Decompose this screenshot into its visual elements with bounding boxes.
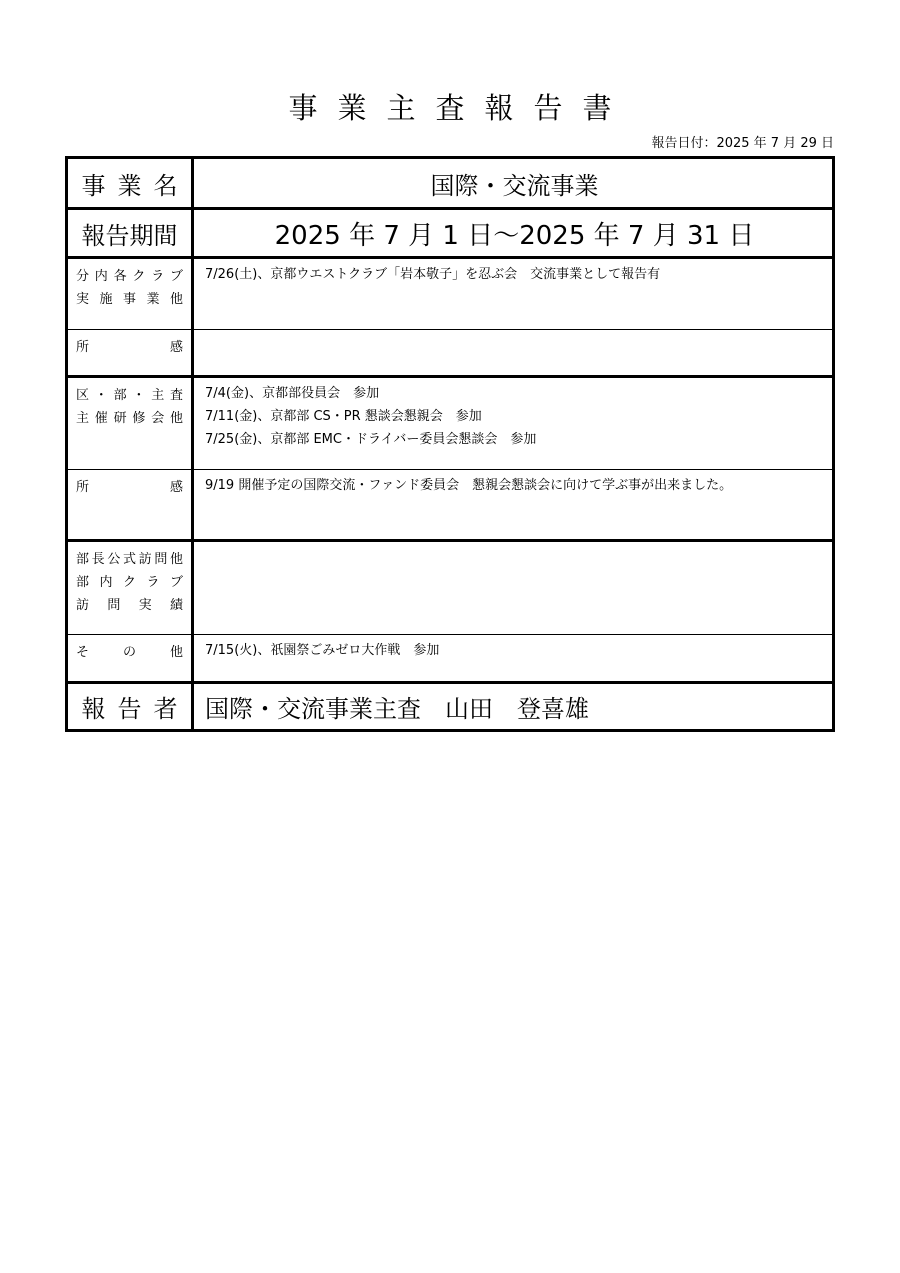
report-table <box>65 156 835 732</box>
visits-row <box>68 542 832 635</box>
training-row <box>68 378 832 470</box>
training-content <box>197 378 832 469</box>
business-name-row <box>68 159 832 210</box>
training-label-line-1: 区・部・主査 <box>76 388 183 403</box>
training-impressions-text: 9/19 開催予定の国際交流・ファンド委員会 懇親会懇談会に向けて学ぶ事が出来ました。 <box>205 478 733 493</box>
club-activities-label-line-2: 実施事業他 <box>76 292 183 307</box>
reporter-row <box>68 684 832 729</box>
club-activities-label-line-1: 分内各クラブ <box>76 269 183 284</box>
training-impressions-label <box>68 470 194 539</box>
reporter-value: 国際・交流事業主査 山田 登喜雄 <box>205 695 589 723</box>
training-impressions-row <box>68 470 832 542</box>
training-impressions-content <box>197 470 832 539</box>
club-impressions-row <box>68 330 832 378</box>
report-period-label: 報告期間 <box>68 210 194 256</box>
visits-content <box>197 542 832 634</box>
training-impressions-label-text: 所感 <box>76 480 183 495</box>
other-label-text: その他 <box>76 645 183 660</box>
training-label-line-2: 主催研修会他 <box>76 411 183 426</box>
club-impressions-content <box>197 330 832 375</box>
other-entry: 7/15(火)、祇園祭ごみゼロ大作戦 参加 <box>205 643 440 658</box>
training-label <box>68 378 194 469</box>
club-activities-content <box>197 259 832 329</box>
club-impressions-label <box>68 330 194 375</box>
other-row <box>68 635 832 684</box>
club-impressions-label-text: 所感 <box>76 340 183 355</box>
training-entry: 7/25(金)、京都部 EMC・ドライバー委員会懇談会 参加 <box>205 432 537 447</box>
training-entry: 7/4(金)、京都部役員会 参加 <box>205 386 380 401</box>
other-content <box>197 635 832 681</box>
club-activities-row <box>68 259 832 330</box>
visits-label-line-3: 訪問実績 <box>76 598 183 613</box>
club-activities-label <box>68 259 194 329</box>
other-label <box>68 635 194 681</box>
business-name-label: 事業名 <box>68 159 194 207</box>
document-title: 事業主査報告書 <box>288 91 632 125</box>
club-activity-entry: 7/26(土)、京都ウエストクラブ「岩本敬子」を忍ぶ会 交流事業として報告有 <box>205 267 661 282</box>
visits-label-line-2: 部内クラブ <box>76 575 183 590</box>
visits-label-line-1: 部長公式訪問他 <box>76 552 183 567</box>
visits-label <box>68 542 194 634</box>
training-entry: 7/11(金)、京都部 CS・PR 懇談会懇親会 参加 <box>205 409 482 424</box>
report-period-value: 2025 年 7 月 1 日～2025 年 7 月 31 日 <box>274 220 755 251</box>
reporter-label: 報告者 <box>68 684 194 729</box>
report-period-row <box>68 210 832 259</box>
report-date: 報告日付：2025 年 7 月 29 日 <box>651 136 834 151</box>
business-name-value: 国際・交流事業 <box>430 171 599 200</box>
